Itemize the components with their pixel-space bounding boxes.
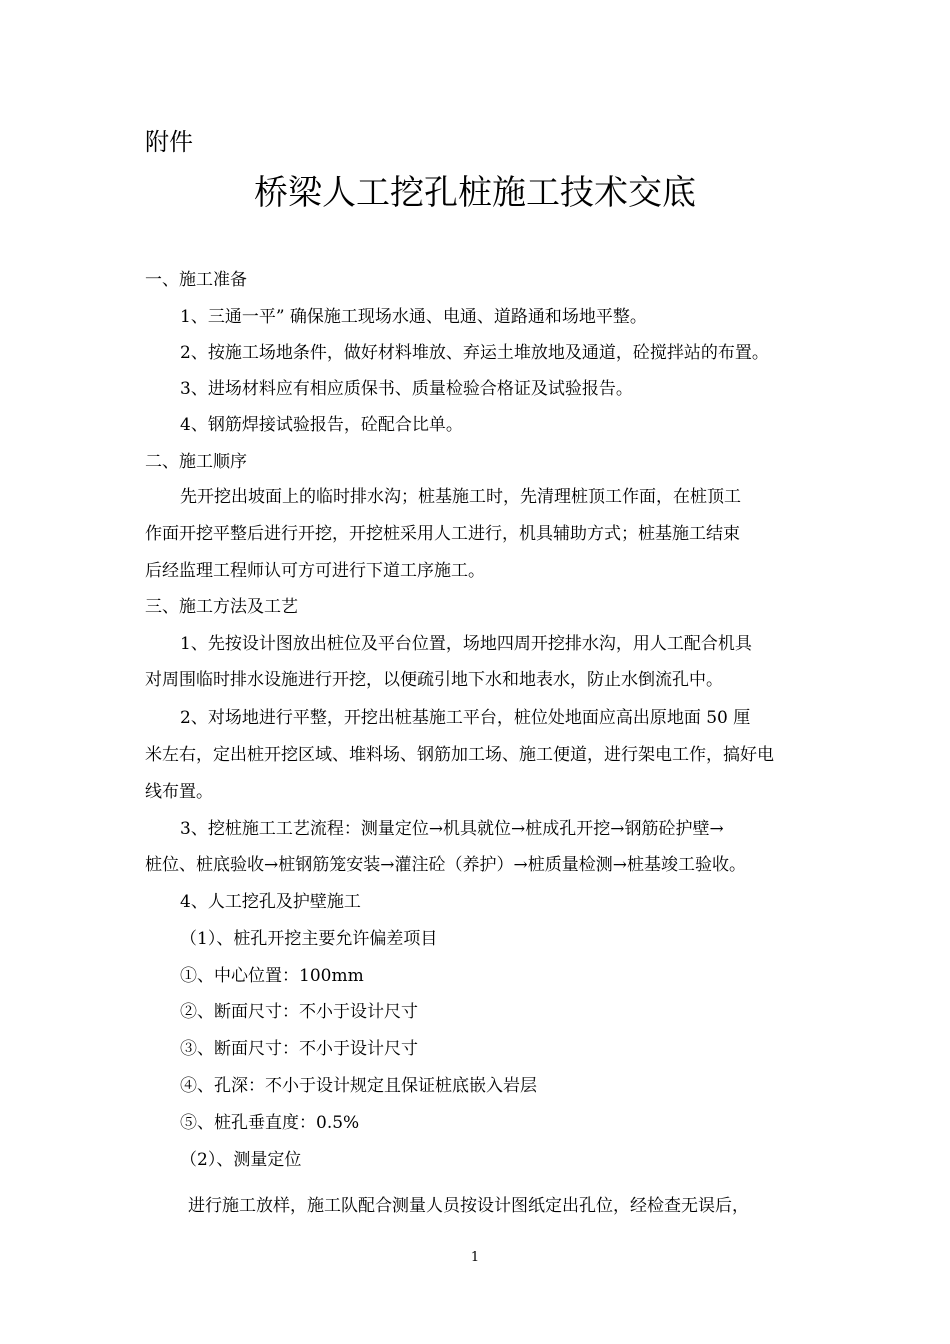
document-title: 桥梁人工挖孔桩施工技术交底	[254, 173, 696, 213]
page-number: 1	[470, 1250, 480, 1265]
section-1-heading: 一、施工准备	[145, 270, 247, 290]
section-3-p2-line-2: 米左右，定出桩开挖区域、堆料场、钢筋加工场、施工便道，进行架电工作，搞好电	[145, 745, 774, 765]
section-2-heading: 二、施工顺序	[145, 452, 247, 472]
section-3-p3-line-2: 桩位、桩底验收→桩钢筋笼安装→灌注砼（养护）→桩质量检测→桩基竣工验收。	[145, 855, 746, 875]
section-3-last-line: 进行施工放样，施工队配合测量人员按设计图纸定出孔位，经检查无误后，	[188, 1196, 749, 1216]
attachment-label: 附件	[145, 128, 193, 156]
deviation-item-3: ③、断面尺寸：不小于设计尺寸	[180, 1039, 418, 1059]
section-1-item-1: 1、三通一平” 确保施工现场水通、电通、道路通和场地平整。	[180, 307, 647, 327]
section-1-item-3: 3、进场材料应有相应质保书、质量检验合格证及试验报告。	[180, 379, 633, 399]
deviation-item-2: ②、断面尺寸：不小于设计尺寸	[180, 1002, 418, 1022]
section-3-p1-line-1: 1、先按设计图放出桩位及平台位置，场地四周开挖排水沟，用人工配合机具	[180, 634, 752, 654]
deviation-item-1: ①、中心位置：100mm	[180, 966, 364, 986]
section-2-text-line-2: 作面开挖平整后进行开挖，开挖桩采用人工进行，机具辅助方式；桩基施工结束	[145, 524, 740, 544]
section-3-p3-line-1: 3、挖桩施工工艺流程：测量定位→机具就位→桩成孔开挖→钢筋砼护壁→	[180, 819, 724, 839]
section-3-item-4: 4、人工挖孔及护壁施工	[180, 892, 361, 912]
section-1-item-2: 2、按施工场地条件，做好材料堆放、弃运土堆放地及通道，砼搅拌站的布置。	[180, 343, 769, 363]
section-2-text-line-3: 后经监理工程师认可方可进行下道工序施工。	[145, 561, 485, 581]
section-3-p2-line-3: 线布置。	[145, 782, 213, 802]
deviation-item-4: ④、孔深：不小于设计规定且保证桩底嵌入岩层	[180, 1076, 537, 1096]
section-3-p2-line-1: 2、对场地进行平整，开挖出桩基施工平台，桩位处地面应高出原地面 50 厘	[180, 708, 751, 728]
section-1-item-4: 4、钢筋焊接试验报告，砼配合比单。	[180, 415, 463, 435]
section-3-p1-line-2: 对周围临时排水设施进行开挖，以便疏引地下水和地表水，防止水倒流孔中。	[145, 670, 723, 690]
section-3-sub-heading-2: （2）、测量定位	[180, 1150, 302, 1170]
section-2-text-line-1: 先开挖出坡面上的临时排水沟；桩基施工时，先清理桩顶工作面，在桩顶工	[180, 487, 741, 507]
deviation-item-5: ⑤、桩孔垂直度：0.5%	[180, 1113, 360, 1133]
section-3-heading: 三、施工方法及工艺	[145, 597, 298, 617]
section-3-sub-heading-1: （1）、桩孔开挖主要允许偏差项目	[180, 929, 438, 949]
